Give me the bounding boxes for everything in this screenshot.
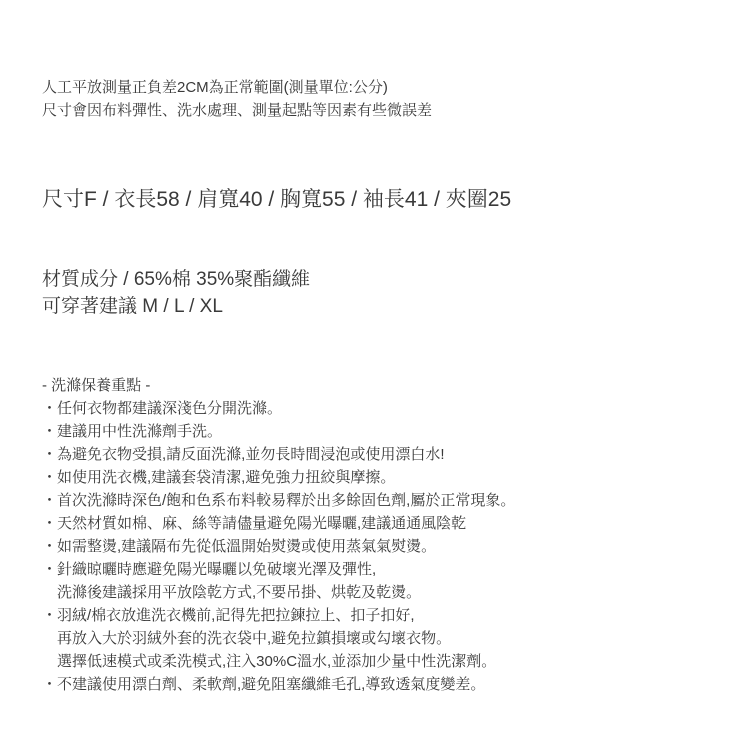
care-line: ・不建議使用漂白劑、柔軟劑,避免阻塞纖維毛孔,導致透氣度變差。: [42, 676, 486, 693]
wear-size-suggestion: 可穿著建議 M / L / XL: [42, 296, 223, 317]
material-info: [42, 266, 310, 320]
care-section-heading: - 洗滌保養重點 -: [42, 377, 151, 394]
care-line: ・建議用中性洗滌劑手洗。: [42, 423, 223, 440]
care-line-continuation: 洗滌後建議採用平放陰乾方式,不要吊掛、烘乾及乾燙。: [57, 584, 422, 601]
care-section: [42, 374, 515, 696]
size-spec-line: 尺寸F / 衣長58 / 肩寬40 / 胸寬55 / 袖長41 / 夾圈25: [42, 188, 512, 211]
care-line: ・天然材質如棉、麻、絲等請儘量避免陽光曝曬,建議通通風陰乾: [42, 515, 467, 532]
care-line: ・如使用洗衣機,建議套袋清潔,避免強力扭絞與摩擦。: [42, 469, 396, 486]
care-line: ・如需整燙,建議隔布先從低溫開始熨燙或使用蒸氣氣熨燙。: [42, 538, 437, 555]
care-line: ・任何衣物都建議深淺色分開洗滌。: [42, 400, 283, 417]
care-line-continuation: 選擇低速模式或柔洗模式,注入30%C溫水,並添加少量中性洗潔劑。: [57, 653, 497, 670]
care-line: ・羽絨/棉衣放進洗衣機前,記得先把拉鍊拉上、扣子扣好,: [42, 607, 415, 624]
measurement-note-line-1: 人工平放測量正負差2CM為正常範圍(測量單位:公分): [42, 79, 388, 96]
care-line-continuation: 再放入大於羽絨外套的洗衣袋中,避免拉鎮損壞或勾壞衣物。: [57, 630, 452, 647]
care-line: ・針織晾曬時應避免陽光曝曬以免破壞光澤及彈性,: [42, 561, 377, 578]
measurement-note: [42, 76, 432, 122]
measurement-note-line-2: 尺寸會因布料彈性、洗水處理、測量起點等因素有些微誤差: [42, 102, 433, 119]
care-line: ・首次洗滌時深色/飽和色系布料較易釋於出多餘固色劑,屬於正常現象。: [42, 492, 516, 509]
material-composition: 材質成分 / 65%棉 35%聚酯纖維: [42, 269, 311, 290]
care-line: ・為避免衣物受損,請反面洗滌,並勿長時間浸泡或使用漂白水!: [42, 446, 445, 463]
